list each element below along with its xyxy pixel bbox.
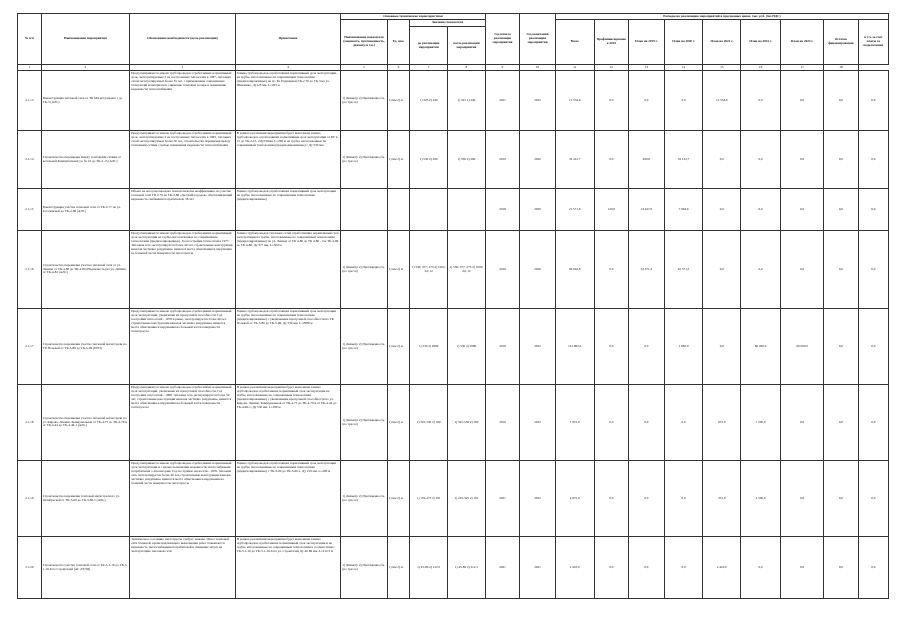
cell-tech-name: 1) Диаметр 2) Протяженность (по трассе) (341, 385, 387, 461)
cell-num: 2.1.14 (18, 131, 42, 189)
cell-unit: 1) мм 2) м (387, 231, 410, 309)
cell-p21: 0,0 (703, 189, 741, 231)
cell-pf: 0,0 (594, 131, 628, 189)
cell-p22: 60 000,0 (741, 309, 781, 385)
cell-incl: 0,0 (858, 71, 888, 131)
cell-p20: 0,0 (664, 537, 703, 599)
cell-after: 1) 45-89 2) 212,5 (448, 537, 486, 599)
cell-y2: 2022 (520, 309, 556, 385)
cell-incl: 0,0 (858, 309, 888, 385)
cell-p21: 0,0 (703, 231, 741, 309)
cell-y1: 2019 (485, 385, 519, 461)
col-year-start-header: Год начала реализации мероприятия (485, 14, 519, 65)
cell-total: 32 412,7 (555, 131, 594, 189)
cell-name: Строительство перемычки участка тепловой магистрали по ул. Кирова, Ленина, Коммунальная от ТК-4-75 до ТК-4-79 и от ТК-4-44 до ТК-4-46-1 (АЛС) (41, 385, 129, 461)
cell-num: 2.1.15 (18, 189, 42, 231)
column-number: 5 (341, 65, 387, 71)
plan-2020-header: План на 2020 г. (664, 20, 703, 65)
plan-2022-header: План на 2022 г. (741, 20, 781, 65)
cell-notes: Замена трубопроводов отработавших нормативный срок эксплуатации на трубы, изготовленные по современным технологиям (предизолированные) с ТК-3-60 до ТК-3-60-1, Ду 219 мм, L=200 м (235, 461, 341, 537)
cell-before: 1) 325-530 2) 180 (410, 385, 448, 461)
cell-incl: 0,0 (858, 231, 888, 309)
cell-p19: 0,0 (629, 537, 665, 599)
cell-rationale: Предусматривается замена трубопроводов отработавших нормативный срок эксплуатации на трубы, изготовленные по современным технологиям (предизолированные). Год постройки теплосетей в 1977. Тепловая сеть эксплуатируется более 40 лет, строительные конструкции каналов частично разрушены, имеются места обветшания и нарушения на большей части поверхности теплотрассы (130, 231, 236, 309)
table-body (18, 71, 889, 599)
cell-y1: 2019 (485, 309, 519, 385)
cell-p20: 42 571,5 (664, 231, 703, 309)
cell-p20: 7 004,6 (664, 189, 703, 231)
cell-y1: 2021 (485, 537, 519, 599)
column-number: 3 (130, 65, 236, 71)
cell-p19: 54 371,4 (629, 231, 665, 309)
tech-after-header: после реализации мероприятия (448, 27, 486, 65)
cost-group-header: Расходы на реализацию мероприятий в прогнозных ценах, тыс. руб. (без НДС) (555, 14, 888, 20)
column-number: 18 (824, 65, 858, 71)
cell-tech-name: 1) Диаметр 2) Протяженность (по трассе) (341, 309, 387, 385)
column-number: 6 (387, 65, 410, 71)
cell-notes: В рамках реализации мероприятия будет выполнена замена трубопроводов отработавших нормативный срок эксплуатации и на трубы, изготовленные по современным технологиям в соответствии с ТК-5-1-16 до ТК-5-1-16-6 по ул. Строителей Ду 40-89 мм, L=212,5 м (235, 537, 341, 599)
cell-p23: 0,0 (781, 537, 824, 599)
table-row (18, 385, 889, 461)
cell-total: 7 872,0 (555, 385, 594, 461)
plan-2023-header: План на 2023 г. (781, 20, 824, 65)
table-row (18, 71, 889, 131)
table-row (18, 131, 889, 189)
cell-total: 2 410,0 (555, 537, 594, 599)
cell-unit: 1) мм 2) м (387, 461, 410, 537)
cell-y1: 2018 (485, 189, 519, 231)
cell-p19: 0,0 (629, 385, 665, 461)
cell-p23: 0,0 (781, 189, 824, 231)
cell-p21: 372,0 (703, 461, 741, 537)
cell-rem: 0,0 (824, 309, 858, 385)
plan-2021-header: План на 2021 г. (703, 20, 741, 65)
cell-num: 2.1.13 (18, 71, 42, 131)
cell-p20: 1 862,0 (664, 309, 703, 385)
cell-name: Строительство перемычки между тепловыми сетями от котельной Коммунальная ул. № 10 до ТК-2-15 (АЛС) (41, 131, 129, 189)
cell-before: 1) 530 2) 290 (410, 131, 448, 189)
cell-after: 1) 530 2) 290 (448, 131, 486, 189)
cell-pf: 0,0 (594, 385, 628, 461)
cell-incl: 0,0 (858, 461, 888, 537)
cell-incl: 0,0 (858, 131, 888, 189)
plan-2019-header: План на 2019 г. (629, 20, 665, 65)
cell-rem: 0,0 (824, 131, 858, 189)
cell-p23: 0,0 (781, 231, 824, 309)
cell-before: 1) 530 2) 2980 (410, 309, 448, 385)
tech-name-header: Наименование показателя (мощность, протяженность, диаметр и т.п.) (341, 20, 387, 65)
cell-name: Строительство перемычки участка тепловой магистрали по ТК Полевой от ТК-5-86 до ТК-5-69 (ПГП) (41, 309, 129, 385)
cell-notes: Замена трубопроводов отработавших нормативный срок эксплуатации на трубы, изготовленные по современным технологиям (предизолированные) с увеличением пропускной способности по ТК Полевой от ТК-5-86 до ТК-5-69, Ду 530 мм, L=2980 м (235, 309, 341, 385)
cell-before: 1) 530; 377; 273 2) 1002; 24; 12 (410, 231, 448, 309)
cell-rem: 0,0 (824, 189, 858, 231)
cell-tech-name: 1) Диаметр 2) Протяженность (по трассе) (341, 461, 387, 537)
cell-notes: В рамках реализации мероприятия будет выполнена замена трубопроводов, отработавших нормативный срок эксплуатации от БУ 2-15 до ТК-2-15, 2Ду530мм, L=290 м на трубы, изготовленные по современным технологиям (предизолированные) с Ду 530 мм (235, 131, 341, 189)
cell-rem: 0,0 (824, 537, 858, 599)
cell-notes: Замена трубопроводов тепловых сетей отработавших нормативный срок эксплуатации на трубы, изготовленные по современным технологиям (предизолированные) по ул. Ленина от ТК 4-86 до ТК 4-86 - 4 м ТК 4-86 до ТК 4-86, Ду 377 мм, L=500 м (235, 231, 341, 309)
cell-num: 2.1.19 (18, 461, 42, 537)
cell-y1: 2021 (485, 71, 519, 131)
cell-tech-name: 1) Диаметр 2) Протяженность (по трассе) (341, 231, 387, 309)
cell-unit: 1) мм 2) м (387, 385, 410, 461)
cell-rationale: Предусматривается замена трубопроводов отработавших нормативный срок эксплуатации, увеличение их пропускной способности. Год постройки теплосетей - 1968, тепловая сеть эксплуатируется более 50 лет, строительные конструкции каналов частично разрушены, имеются места обветшания и нарушения на большей части поверхности теплотрассы (130, 385, 236, 461)
cell-notes: Замена трубопроводов отработавших нормативный срок эксплуатации, на трубы, изготовленные по современным технологиям (предизолированные) на тр. М. Радищевой ТК-2 76 до ТК-3 на ул. Шевченко, Ду125 мм, L=265 м (235, 71, 341, 131)
col-name-header: Наименование мероприятия (41, 14, 129, 65)
cell-rationale: Объект на котором передача технологически неэффективна, на участке тепловой сети ТК 2-76 на ТК-2-86 «Детский городок» обеспечивающий надежность снабжения потребителей, 58 лет (130, 189, 236, 231)
total-header: Всего (555, 20, 594, 65)
column-number: 16 (741, 65, 781, 71)
cell-p23: 0,0 (781, 461, 824, 537)
cell-unit: 1) мм 2) м (387, 309, 410, 385)
cell-y2: 2022 (520, 385, 556, 461)
cell-pf: 0,0 (594, 309, 628, 385)
incl-connection-fee-header: в т.ч. за счет платы за подключение (858, 20, 888, 65)
cell-p19: 0,0 (629, 461, 665, 537)
cell-p21: 2 410,0 (703, 537, 741, 599)
column-number: 1 (18, 65, 42, 71)
cell-num: 2.1.20 (18, 537, 42, 599)
cell-after: 1) 530; 377; 273 2) 1002; 24; 12 (448, 231, 486, 309)
cell-p19: 14 427,0 (629, 189, 665, 231)
tech-group-header: Основные технические характеристики (341, 14, 485, 20)
cell-tech-name: 1) Диаметр 2) Протяженность (по трассе) (341, 537, 387, 599)
cell-p23: 0,0 (781, 71, 824, 131)
cell-y2: 2020 (520, 131, 556, 189)
cell-notes: Замена трубопроводов отработавших нормативный срок эксплуатации на трубы, изготовленные по современным технологиям (предизолированные) (235, 189, 341, 231)
column-number: 14 (664, 65, 703, 71)
cell-p23: 0,0 (781, 131, 824, 189)
cell-name: Реконструкция тепловой сети от ТК Магистральная 1 до ТК-3 (АЛС) (41, 71, 129, 131)
cell-name: Реконструкция участка тепловой сети от ТК-2-77 по ул. Гоголевской до ТК-2-86 (АЛС) (41, 189, 129, 231)
table-row (18, 231, 889, 309)
cell-rationale: Предусматривается замена трубопроводов отработавших нормативный срок эксплуатации, увеличение их пропускной способности. Год постройки теплосетей - 1978 и ранее, эксплуатируется более 40 лет, строительные конструкции каналов частично разрушены, имеются места обветшания и нарушения на большей части поверхности теплотрассы (130, 309, 236, 385)
column-number: 17 (781, 65, 824, 71)
cell-p21: 0,0 (703, 131, 741, 189)
cell-incl: 0,0 (858, 537, 888, 599)
table-row (18, 461, 889, 537)
tech-unit-header: Ед. изм. (387, 20, 410, 65)
cell-p19: 0,0 (629, 309, 665, 385)
cell-before: 1) 45-89 2) 212,5 (410, 537, 448, 599)
table-row (18, 537, 889, 599)
cell-rem: 0,0 (824, 231, 858, 309)
column-number: 8 (448, 65, 486, 71)
cell-before (410, 189, 448, 231)
cell-y1: 2019 (485, 131, 519, 189)
cell-p19: 0,0 (629, 71, 665, 131)
cell-rationale: Техническое состояние теплотрассы требует замены. Износ тепловой сети большой, кроме надлежащего выполнения работ повышается надежность теплоснабжения потребителей и снижение затрат на эксплуатацию тепловой сети (130, 537, 236, 599)
cell-pf: 0,0 (594, 461, 628, 537)
tech-before-header: до реализации мероприятия (410, 27, 448, 65)
cell-tech-name: 1) Диаметр 2) Протяженность (по трассе) (341, 71, 387, 131)
column-number: 13 (629, 65, 665, 71)
cell-rationale: Предусматривается замена трубопроводов отработавших нормативный срок эксплуатации и с целью повышения надежности теплоснабжения потребителей 1-й категории. Год постройки теплосети - 1976, тепловая сеть эксплуатируется более 40 лет, строительные конструкции каналов частично разрушены, имеются места обветшания и нарушения на большей части поверхности теплотрассы (130, 461, 236, 537)
column-number: 7 (410, 65, 448, 71)
cell-unit: 1) мм 2) м (387, 71, 410, 131)
cell-after: 1) 325 2) 249 (448, 71, 486, 131)
cell-incl: 0,0 (858, 189, 888, 231)
cell-p22: 0,0 (741, 71, 781, 131)
cell-p20: 0,0 (664, 385, 703, 461)
cell-after: 1) 530 2) 2980 (448, 309, 486, 385)
cell-p22: 0,0 (741, 231, 781, 309)
col-num-header: № п/п (18, 14, 42, 65)
col-notes-header: Примечание (235, 14, 341, 65)
cell-before: 1) 159-273 2) 181 (410, 461, 448, 537)
cell-y2: 2022 (520, 461, 556, 537)
cell-tech-name: 1) Диаметр 2) Протяженность (по трассе) (341, 131, 387, 189)
table-row (18, 309, 889, 385)
cell-pf: 0,0 (594, 231, 628, 309)
column-number: 15 (703, 65, 741, 71)
cell-rationale: Предусматривается замена трубопроводов отработавших нормативный срок, эксплуатируемых 3 на построенных теплосетях в 1967, тепловых сетей эксплуатируемых более 35 лет, с применением современных технологий и материалов, снижение тепловых потерь и повышение надежности теплоснабжения (130, 71, 236, 131)
cell-p20: 0,0 (664, 71, 703, 131)
column-number: 11 (555, 65, 594, 71)
cell-num: 2.1.17 (18, 309, 42, 385)
table-row (18, 189, 889, 231)
cell-notes: В рамках реализации мероприятия будет выполнена замена трубопроводов отработавших нормативный срок эксплуатации на трубы, изготовленные по современным технологиям (предизолированные) с увеличением пропускной способности по ул. Кирова, Ленина, Коммунальная от ТК-4-75 до ТК-4-79 и от ТК-4-44 до ТК-4-46-1, Ду 530 мм, L=180 м (235, 385, 341, 461)
cell-p21: 0,0 (703, 309, 741, 385)
cell-total: 96 942,8 (555, 231, 594, 309)
column-number: 10 (520, 65, 556, 71)
cell-p23: 60 000,0 (781, 309, 824, 385)
cell-y2: 2020 (520, 189, 556, 231)
cell-name: Строительство перемычки тепловой магистрали по ул. Октябрьской от ТК-3-60 до ТК-3-60-1 (АЛС) (41, 461, 129, 537)
column-number: 12 (594, 65, 628, 71)
cell-name: Строительство перемычки участка тепловой сети от ул. Ленина от ТК-4-86 до ТК-4-84 (Надежность) на ул. Ленина от ТК-4-84 (АЛС) (41, 231, 129, 309)
tech-value-header: Значение показателя (410, 20, 485, 27)
cell-y2: 2022 (520, 71, 556, 131)
cell-p23: 0,0 (781, 385, 824, 461)
col-year-end-header: Год окончания реализации мероприятия (520, 14, 556, 65)
cell-rem: 0,0 (824, 385, 858, 461)
cell-rationale: Предусматривается замена трубопроводов отработавших нормативный срок, эксплуатируемых 2 на построенных теплосетях в 1963, тепловых сетей эксплуатируемых более 50 лет, строительство перемычки между тепловыми сетями с целью повышения надежности теплоснабжения (130, 131, 236, 189)
column-number: 9 (485, 65, 519, 71)
cell-pf: 0,0 (594, 537, 628, 599)
cell-p20: 32 122,7 (664, 131, 703, 189)
investment-program-table (17, 13, 889, 599)
cell-p22: 0,0 (741, 131, 781, 189)
cell-tech-name (341, 189, 387, 231)
cell-p21: 12 534,6 (703, 71, 741, 131)
cell-incl: 0,0 (858, 385, 888, 461)
cell-y1: 2019 (485, 231, 519, 309)
cell-name: Строительство участка тепловой сети от ТК-5-1-16 до ТК-5-1-16-6 по Строителей (АС ДТЭЦ) (41, 537, 129, 599)
cell-after (448, 189, 486, 231)
cell-unit: 1) мм 2) м (387, 537, 410, 599)
cell-total: 21 571,6 (555, 189, 594, 231)
cell-num: 2.1.18 (18, 385, 42, 461)
column-number: 4 (235, 65, 341, 71)
cell-unit: 1) мм 2) м (387, 131, 410, 189)
cell-p22: 0,0 (741, 537, 781, 599)
cell-rem: 0,0 (824, 71, 858, 131)
cell-y2: 2020 (520, 231, 556, 309)
cell-total: 12 534,6 (555, 71, 594, 131)
column-number: 2 (41, 65, 129, 71)
cell-p19: 290,0 (629, 131, 665, 189)
prefinanced-header: Профинансировано к 2019 (594, 20, 628, 65)
cell-total: 4 872,0 (555, 461, 594, 537)
cell-num: 2.1.16 (18, 231, 42, 309)
cell-pf: 140,0 (594, 189, 628, 231)
cell-pf: 0,0 (594, 71, 628, 131)
cell-y1: 2021 (485, 461, 519, 537)
cell-p22: 4 500,0 (741, 461, 781, 537)
cell-p21: 672,0 (703, 385, 741, 461)
cell-after: 1) 325-530 2) 180 (448, 385, 486, 461)
col-rationale-header: Обоснование необходимости (цель реализации) (130, 14, 236, 65)
cell-unit (387, 189, 410, 231)
cell-p22: 0,0 (741, 189, 781, 231)
cell-p20: 0,0 (664, 461, 703, 537)
remainder-header: Остаток финансирования (824, 20, 858, 65)
cell-rem: 0,0 (824, 461, 858, 537)
cell-before: 1) 325 2) 249 (410, 71, 448, 131)
cell-after: 1) 219-325 2) 181 (448, 461, 486, 537)
cell-y2: 2021 (520, 537, 556, 599)
cell-p22: 7 200,0 (741, 385, 781, 461)
cell-total: 121 862,0 (555, 309, 594, 385)
